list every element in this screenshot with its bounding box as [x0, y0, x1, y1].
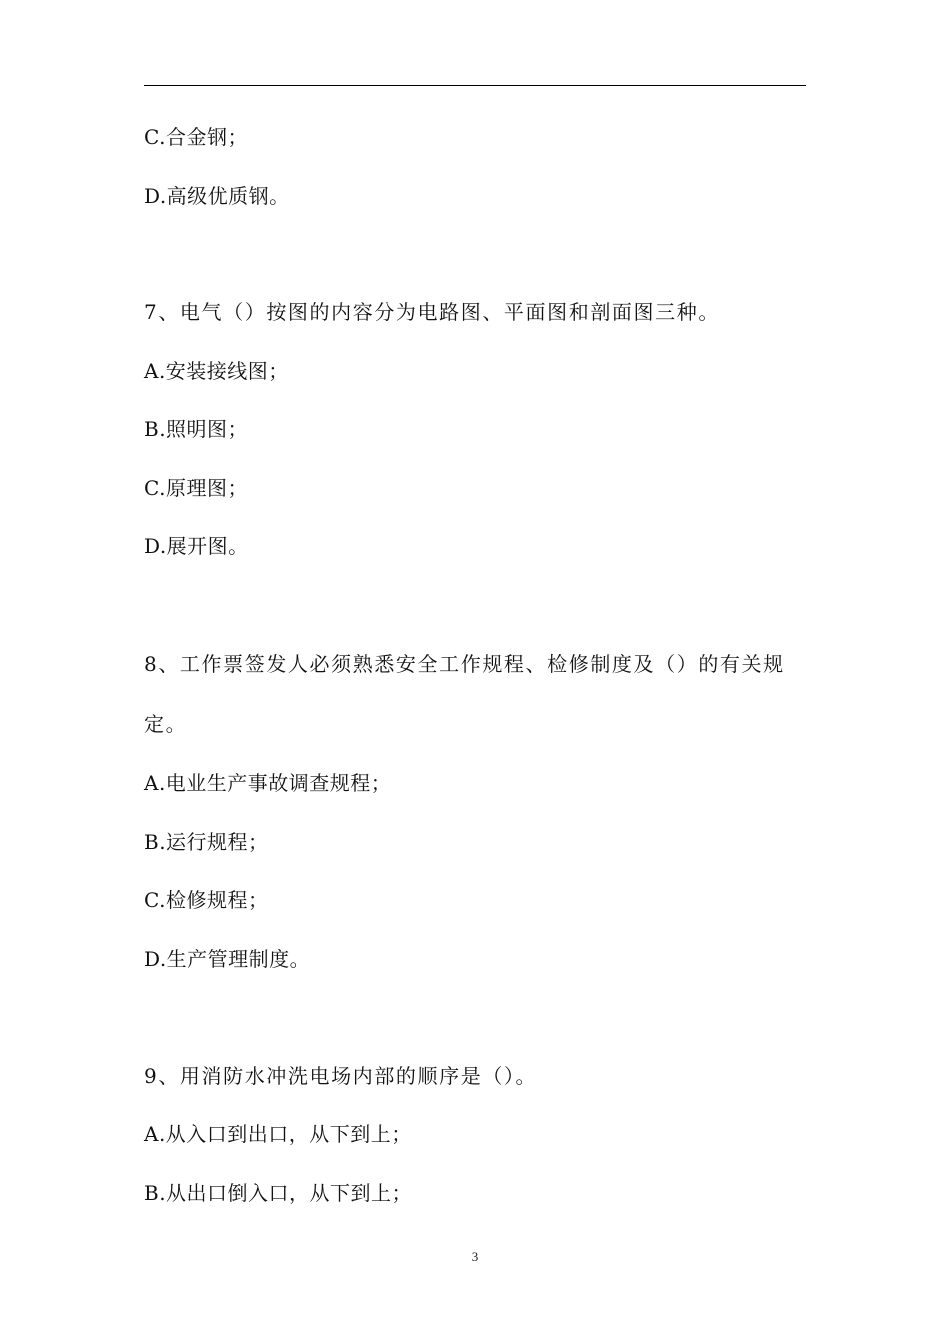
- question-8-line-2: 定。: [144, 712, 188, 736]
- option-8a: A.电业生产事故调查规程；: [144, 771, 392, 795]
- question-7: 7、电气（）按图的内容分为电路图、平面图和剖面图三种。: [144, 300, 720, 324]
- question-8-line-1: 8、工作票签发人必须熟悉安全工作规程、检修制度及（）的有关规: [144, 652, 785, 676]
- page-number: 3: [471, 1249, 479, 1264]
- option-7c: C.原理图；: [144, 476, 248, 500]
- header-rule: [144, 85, 806, 86]
- option-7b: B.照明图；: [144, 417, 249, 441]
- option-8c: C.检修规程；: [144, 888, 269, 912]
- option-7d: D.展开图。: [144, 534, 249, 558]
- question-9: 9、用消防水冲洗电场内部的顺序是（）。: [144, 1064, 538, 1088]
- option-8d: D.生产管理制度。: [144, 947, 311, 971]
- option-6d: D.高级优质钢。: [144, 184, 290, 208]
- option-9a: A.从入口到出口，从下到上；: [144, 1122, 412, 1146]
- option-6c: C.合金钢；: [144, 125, 248, 149]
- option-7a: A.安装接线图；: [144, 359, 289, 383]
- option-8b: B.运行规程；: [144, 830, 269, 854]
- option-9b: B.从出口倒入口，从下到上；: [144, 1181, 413, 1205]
